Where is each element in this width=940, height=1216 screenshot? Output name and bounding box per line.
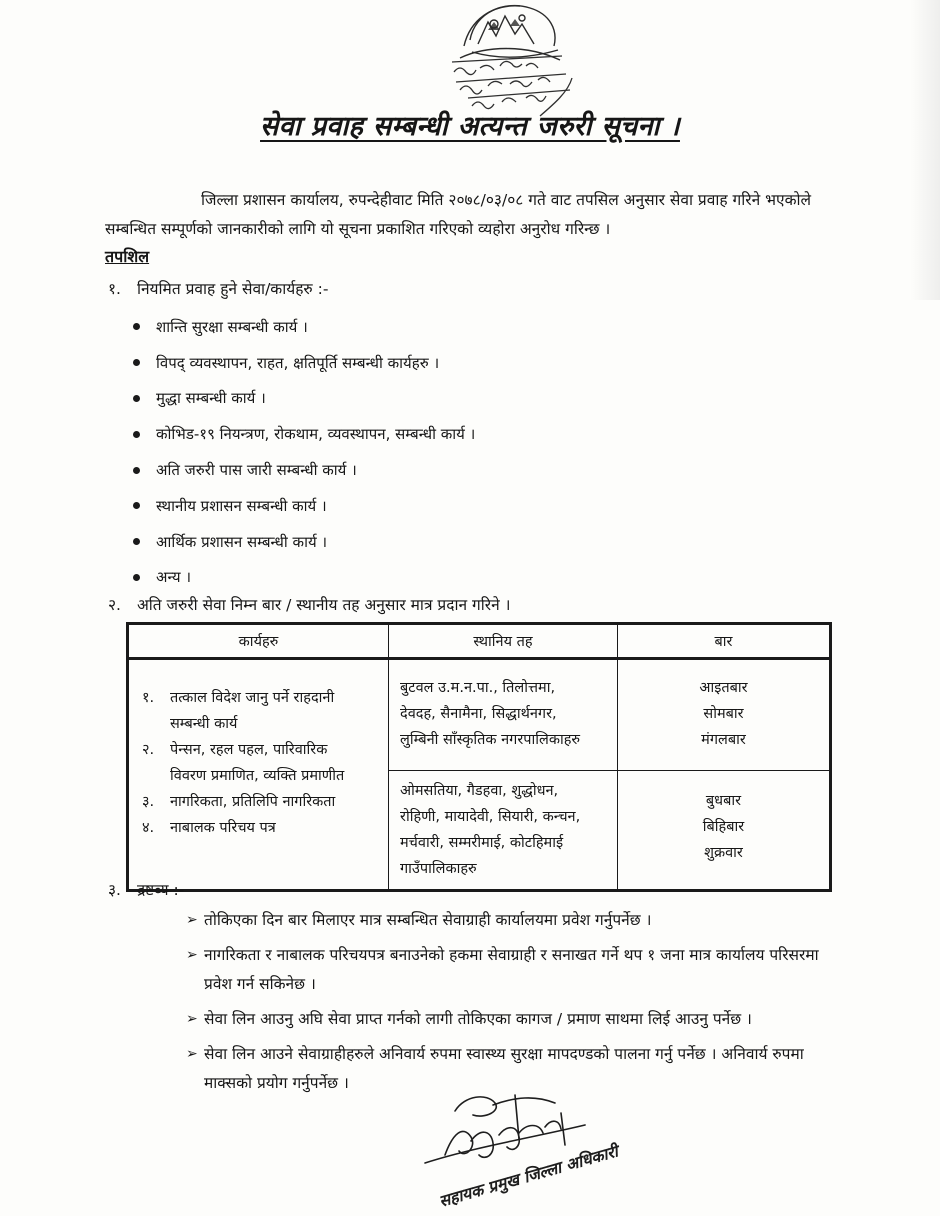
bullet-icon — [133, 359, 140, 366]
section-1-title: नियमित प्रवाह हुने सेवा/कार्यहरु :- — [136, 280, 329, 298]
note-line: प्रवेश गर्न सकिनेछ । — [204, 975, 316, 993]
arrow-bullet-icon: ➢ — [186, 1011, 198, 1027]
bullet-icon — [133, 538, 140, 545]
days-cell — [617, 771, 830, 891]
list-item-text: स्थानीय प्रशासन सम्बन्धी कार्य । — [156, 496, 327, 515]
local-level-cell — [389, 659, 618, 771]
note-text: सेवा लिन आउनु अघि सेवा प्राप्त गर्नको लागी तोकिएका कागज / प्रमाण साथमा लिई आउनु पर्नेछ । — [204, 1010, 752, 1028]
list-item — [133, 381, 475, 417]
task-text — [170, 737, 344, 789]
list-item-text: शान्ति सुरक्षा सम्बन्धी कार्य । — [156, 317, 308, 336]
day-label: मंगलबार — [701, 732, 746, 748]
note-line: नागरिकता र नाबालक परिचयपत्र बनाउनेको हकमा सेवाग्राही र सनाखत गर्ने थप १ जना मात्र कार्यालय परिसरमा — [204, 946, 819, 964]
local-level-line: रोहिणी, मायादेवी, सियारी, कन्चन, — [400, 809, 581, 825]
notice-title: सेवा प्रवाह सम्बन्धी अत्यन्त जरुरी सूचना । — [260, 111, 680, 142]
task-number: २. — [142, 742, 155, 758]
local-level-cell — [389, 771, 618, 891]
table-header-days: बार — [617, 624, 830, 659]
note-item — [186, 1005, 861, 1034]
list-item-text: विपद् व्यवस्थापन, राहत, क्षतिपूर्ति सम्बन्धी कार्यहरु । — [156, 353, 440, 372]
task-number: १. — [142, 690, 155, 706]
section-2-number: २. — [108, 596, 121, 614]
task-number: ४. — [142, 820, 155, 836]
intro-line-2: सम्बन्धित सम्पूर्णको जानकारीको लागि यो सूचना प्रकाशित गरिएको व्यहोरा अनुरोध गरिन्छ । — [105, 220, 611, 238]
list-item — [133, 524, 475, 560]
note-text — [204, 941, 819, 999]
day-label: आइतबार — [699, 680, 748, 696]
table-header-tasks: कार्यहरु — [128, 624, 389, 659]
list-item — [133, 345, 475, 381]
local-level-line: मर्चवारी, सम्मरीमाई, कोटहिमाई — [400, 835, 564, 851]
days-list — [619, 661, 828, 753]
day-label: बिहिबार — [702, 819, 745, 835]
task-item — [142, 789, 387, 815]
arrow-bullet-icon: ➢ — [186, 912, 198, 928]
note-item — [186, 906, 861, 935]
notes-list — [186, 906, 861, 1098]
arrow-bullet-icon: ➢ — [186, 947, 198, 963]
task-line: नागरिकता, प्रतिलिपि नागरिकता — [170, 794, 336, 810]
scan-edge-shadow — [910, 0, 940, 300]
section-2-heading — [108, 593, 511, 615]
regular-services-list — [133, 309, 475, 595]
section-3-title: द्रष्टव्य :- — [136, 881, 185, 899]
bullet-icon — [133, 502, 140, 509]
task-line: सम्बन्धी कार्य — [170, 716, 238, 732]
local-level-list — [390, 661, 616, 759]
day-label: बुधबार — [705, 793, 742, 809]
list-item — [133, 416, 475, 452]
local-level-line: गाउँपालिकाहरु — [400, 861, 477, 877]
task-line: विवरण प्रमाणित, व्यक्ति प्रमाणीत — [170, 768, 345, 784]
task-item — [142, 815, 387, 841]
tasks-cell — [128, 659, 389, 891]
task-text — [170, 685, 334, 737]
section-1-number: १. — [108, 280, 121, 298]
list-item — [133, 488, 475, 524]
bullet-icon — [133, 574, 140, 581]
section-3-heading — [108, 878, 184, 900]
local-level-line: ओमसतिया, गैडहवा, शुद्धोधन, — [400, 783, 559, 799]
table-row — [128, 659, 831, 771]
local-level-line: बुटवल उ.म.न.पा., तिलोत्तमा, — [400, 680, 556, 696]
bullet-icon — [133, 467, 140, 474]
days-cell — [617, 659, 830, 771]
urgent-services-table — [126, 622, 832, 892]
handwritten-signature — [415, 1085, 655, 1216]
bullet-icon — [133, 395, 140, 402]
note-line: माक्सको प्रयोग गर्नुपर्नेछ । — [204, 1074, 349, 1092]
list-item-text: मुद्धा सम्बन्धी कार्य । — [156, 389, 266, 408]
list-item-text: अति जरुरी पास जारी सम्बन्धी कार्य । — [156, 461, 357, 480]
task-number: ३. — [142, 794, 155, 810]
note-text: तोकिएका दिन बार मिलाएर मात्र सम्बन्धित सेवाग्राही कार्यालयमा प्रवेश गर्नुपर्नेछ । — [204, 911, 652, 929]
list-item — [133, 452, 475, 488]
task-item — [142, 737, 387, 789]
intro-paragraph — [105, 186, 865, 244]
day-label: सोमबार — [703, 706, 744, 722]
bullet-icon — [133, 323, 140, 330]
section-2-title: अति जरुरी सेवा निम्न बार / स्थानीय तह अनुसार मात्र प्रदान गरिने । — [136, 596, 511, 614]
note-line: सेवा लिन आउने सेवाग्राहीहरुले अनिवार्य रुपमा स्वास्थ्य सुरक्षा मापदण्डको पालना गर्नु पर्नेछ । अनिवार्य रुपमा — [204, 1045, 804, 1063]
tasks-list — [130, 661, 387, 841]
task-line: तत्काल विदेश जानु पर्ने राहदानी — [170, 690, 335, 706]
section-1-heading — [108, 277, 328, 299]
task-line: नाबालक परिचय पत्र — [170, 820, 276, 836]
local-level-line: देवदह, सैनामैना, सिद्धार्थनगर, — [400, 706, 557, 722]
arrow-bullet-icon: ➢ — [186, 1046, 198, 1062]
table-header-local-level: स्थानिय तह — [389, 624, 618, 659]
task-item — [142, 685, 387, 737]
days-list — [619, 772, 828, 866]
intro-line-1: जिल्ला प्रशासन कार्यालय, रुपन्देहीवाट मिति २०७८/०३/०८ गते वाट तपसिल अनुसार सेवा प्रवाह गरिने भएकोले — [201, 191, 812, 209]
local-level-line: लुम्बिनी साँस्कृतिक नगरपालिकाहरु — [400, 732, 581, 748]
list-item — [133, 560, 475, 596]
local-level-list — [390, 772, 616, 888]
list-item-text: आर्थिक प्रशासन सम्बन्धी कार्य । — [156, 532, 328, 551]
list-item-text: अन्य । — [156, 568, 192, 587]
table-header-row — [128, 624, 831, 659]
task-line: पेन्सन, रहल पहल, पारिवारिक — [170, 742, 328, 758]
list-item-text: कोभिड-१९ नियन्त्रण, रोकथाम, व्यवस्थापन, सम्बन्धी कार्य । — [156, 425, 476, 444]
svg-text:सहायक प्रमुख जिल्ला अधिकारी: सहायक प्रमुख जिल्ला अधिकारी — [436, 1141, 620, 1211]
note-item — [186, 941, 861, 999]
day-label: शुक्रवार — [704, 845, 743, 861]
section-3-number: ३. — [108, 881, 121, 899]
bullet-icon — [133, 431, 140, 438]
tapasil-heading: तपशिल — [105, 247, 150, 266]
list-item — [133, 309, 475, 345]
